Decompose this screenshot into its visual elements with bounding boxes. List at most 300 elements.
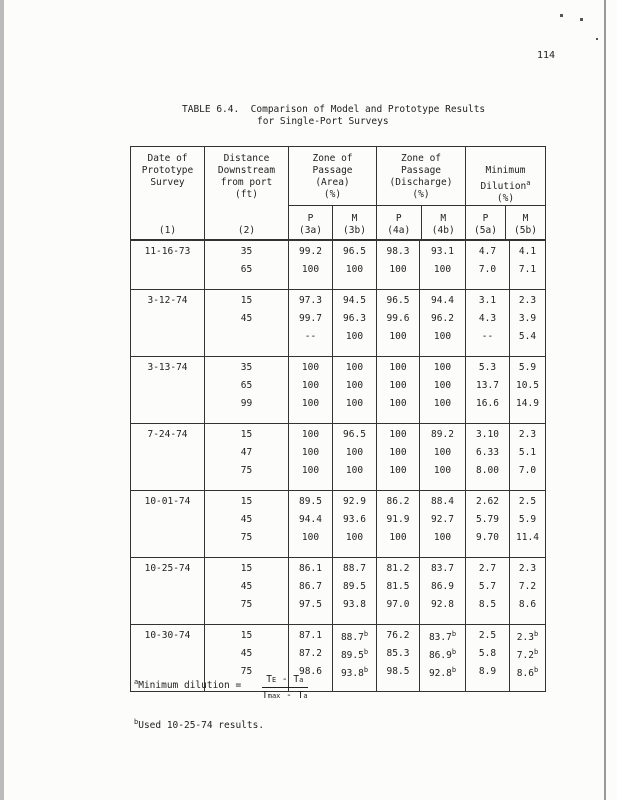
cell-b4 bbox=[420, 558, 466, 583]
cell-a5 bbox=[466, 625, 510, 650]
cell-distance: 75 bbox=[205, 533, 289, 558]
cell-b5 bbox=[510, 448, 546, 466]
cell-value: 7.0 bbox=[518, 465, 537, 476]
cell-distance: 45 bbox=[205, 314, 289, 332]
cell-value: 5.79 bbox=[476, 514, 499, 525]
footnote-ref: b bbox=[363, 648, 369, 656]
header-zone-area bbox=[289, 147, 377, 241]
cell-value: 100 bbox=[433, 331, 452, 342]
cell-value: 7.0 bbox=[478, 264, 497, 275]
cell-b3 bbox=[333, 332, 377, 357]
cell-value: 100 bbox=[389, 532, 407, 543]
cell-value: 14.9 bbox=[516, 398, 539, 409]
cell-b3 bbox=[333, 533, 377, 558]
cell-value: 89.5 bbox=[299, 496, 322, 507]
table-row bbox=[131, 290, 546, 315]
cell-distance: 99 bbox=[205, 399, 289, 424]
header-distance bbox=[205, 147, 289, 241]
cell-value: 81.2 bbox=[386, 563, 410, 574]
cell-b3 bbox=[333, 667, 377, 692]
cell-a4 bbox=[377, 240, 420, 265]
cell-b3 bbox=[333, 240, 377, 265]
cell-b5 bbox=[510, 533, 546, 558]
cell-a5 bbox=[466, 533, 510, 558]
cell-a5 bbox=[466, 515, 510, 533]
cell-value: 100 bbox=[389, 429, 407, 440]
cell-value: 89.5 bbox=[340, 650, 364, 662]
cell-date: 10-25-74 bbox=[131, 558, 205, 583]
scan-speck bbox=[596, 38, 598, 40]
cell-value: 94.4 bbox=[299, 514, 322, 525]
cell-date: 3-13-74 bbox=[131, 357, 205, 382]
scan-speck bbox=[580, 18, 583, 21]
cell-b5 bbox=[510, 381, 546, 399]
cell-date bbox=[131, 381, 205, 399]
cell-b3 bbox=[333, 424, 377, 449]
cell-distance: 15 bbox=[205, 290, 289, 315]
cell-value: 7.2 bbox=[516, 650, 534, 662]
cell-b3 bbox=[333, 448, 377, 466]
cell-value: 2.7 bbox=[478, 563, 497, 574]
cell-distance: 65 bbox=[205, 265, 289, 290]
cell-a3 bbox=[289, 466, 333, 491]
cell-value: 7.2 bbox=[518, 581, 537, 592]
cell-value: 9.70 bbox=[476, 532, 499, 543]
cell-b5 bbox=[510, 625, 546, 650]
cell-value: 100 bbox=[433, 380, 452, 391]
cell-value: 8.9 bbox=[478, 666, 497, 677]
zone-area-subhead bbox=[289, 205, 376, 240]
cell-b4 bbox=[420, 466, 466, 491]
cell-b5 bbox=[510, 332, 546, 357]
table-row bbox=[131, 491, 546, 516]
cell-b5 bbox=[510, 466, 546, 491]
cell-value: 100 bbox=[389, 264, 407, 275]
table-row bbox=[131, 424, 546, 449]
cell-a4 bbox=[377, 515, 420, 533]
cell-value: 8.5 bbox=[478, 599, 497, 610]
cell-value: 97.0 bbox=[386, 599, 410, 610]
cell-value: 87.1 bbox=[299, 630, 322, 641]
cell-a4 bbox=[377, 381, 420, 399]
cell-value: 98.5 bbox=[386, 666, 410, 677]
cell-value: 92.8 bbox=[428, 668, 452, 680]
cell-b4 bbox=[420, 533, 466, 558]
cell-a3 bbox=[289, 491, 333, 516]
cell-value: 81.5 bbox=[386, 581, 410, 592]
cell-value: 5.4 bbox=[518, 331, 537, 342]
cell-date bbox=[131, 332, 205, 357]
cell-value: 96.5 bbox=[343, 246, 366, 257]
cell-distance: 75 bbox=[205, 466, 289, 491]
table-row bbox=[131, 381, 546, 399]
cell-distance: 45 bbox=[205, 649, 289, 667]
cell-value: 100 bbox=[345, 362, 364, 373]
cell-value: 96.2 bbox=[431, 313, 454, 324]
footnote-ref: b bbox=[451, 666, 457, 674]
cell-value: 98.3 bbox=[386, 246, 410, 257]
cell-a5 bbox=[466, 448, 510, 466]
cell-value: 87.2 bbox=[299, 648, 322, 659]
caption-line2: for Single-Port Surveys bbox=[257, 116, 389, 127]
cell-value: 2.3 bbox=[518, 429, 537, 440]
footnote-ref: b bbox=[451, 630, 457, 638]
footnote-ref: b bbox=[451, 648, 457, 656]
cell-value: 97.3 bbox=[299, 295, 322, 306]
cell-date bbox=[131, 314, 205, 332]
cell-b3 bbox=[333, 491, 377, 516]
cell-a4 bbox=[377, 314, 420, 332]
cell-a4 bbox=[377, 265, 420, 290]
cell-a5 bbox=[466, 649, 510, 667]
cell-a5 bbox=[466, 314, 510, 332]
scan-edge bbox=[604, 0, 606, 800]
cell-b4 bbox=[420, 357, 466, 382]
cell-value: 3.9 bbox=[518, 313, 537, 324]
cell-b5 bbox=[510, 649, 546, 667]
cell-value: 13.7 bbox=[476, 380, 499, 391]
cell-b3 bbox=[333, 265, 377, 290]
zone-discharge-subhead bbox=[377, 205, 465, 240]
cell-b5 bbox=[510, 582, 546, 600]
cell-value: 100 bbox=[433, 532, 452, 543]
cell-b3 bbox=[333, 625, 377, 650]
cell-b4 bbox=[420, 667, 466, 692]
footnote-a: $^a$Minimum dilution = bbox=[134, 678, 242, 692]
cell-b5 bbox=[510, 240, 546, 265]
cell-value: 96.5 bbox=[386, 295, 410, 306]
cell-date bbox=[131, 533, 205, 558]
cell-b4 bbox=[420, 332, 466, 357]
cell-value: 100 bbox=[433, 362, 452, 373]
footnote-ref: b bbox=[533, 630, 539, 638]
cell-a4 bbox=[377, 332, 420, 357]
cell-value: 100 bbox=[345, 331, 364, 342]
cell-b4 bbox=[420, 314, 466, 332]
cell-a3 bbox=[289, 424, 333, 449]
cell-b3 bbox=[333, 600, 377, 625]
cell-value: 8.6 bbox=[516, 668, 534, 680]
cell-a5 bbox=[466, 582, 510, 600]
cell-value: 5.1 bbox=[518, 447, 537, 458]
cell-value: 2.3 bbox=[516, 632, 534, 644]
cell-value: 100 bbox=[301, 465, 320, 476]
cell-distance: 35 bbox=[205, 240, 289, 265]
footnote-ref: b bbox=[533, 666, 539, 674]
subhead-p: P (3a) bbox=[299, 213, 322, 236]
cell-value: 100 bbox=[389, 331, 407, 342]
cell-value: 8.6 bbox=[518, 599, 537, 610]
cell-value: 100 bbox=[345, 532, 364, 543]
cell-b4 bbox=[420, 290, 466, 315]
cell-b5 bbox=[510, 667, 546, 692]
cell-b3 bbox=[333, 290, 377, 315]
dilution-formula bbox=[262, 674, 308, 701]
scan-speck bbox=[560, 14, 563, 17]
cell-value: 7.1 bbox=[518, 264, 537, 275]
cell-b4 bbox=[420, 424, 466, 449]
cell-a4 bbox=[377, 466, 420, 491]
cell-value: 100 bbox=[301, 398, 320, 409]
cell-distance: 15 bbox=[205, 625, 289, 650]
cell-b3 bbox=[333, 515, 377, 533]
cell-a4 bbox=[377, 290, 420, 315]
cell-distance: 15 bbox=[205, 491, 289, 516]
cell-a3 bbox=[289, 448, 333, 466]
cell-a5 bbox=[466, 424, 510, 449]
header-distance-text: Distance Downstream from port (ft) bbox=[217, 153, 276, 200]
cell-value: 93.6 bbox=[343, 514, 366, 525]
cell-value: 92.9 bbox=[343, 496, 366, 507]
subhead-p: P (5a) bbox=[474, 213, 497, 236]
formula-numerator: TE - Ta bbox=[262, 674, 308, 688]
cell-value: 5.8 bbox=[478, 648, 497, 659]
cell-value: -- bbox=[481, 331, 494, 342]
cell-value: 100 bbox=[433, 465, 452, 476]
footnote-ref: b bbox=[533, 648, 539, 656]
cell-b5 bbox=[510, 515, 546, 533]
cell-date: 10-01-74 bbox=[131, 491, 205, 516]
footnote-ref: b bbox=[363, 630, 369, 638]
cell-b5 bbox=[510, 600, 546, 625]
cell-b4 bbox=[420, 491, 466, 516]
cell-value: 100 bbox=[433, 447, 452, 458]
cell-distance: 15 bbox=[205, 558, 289, 583]
table-row bbox=[131, 600, 546, 625]
cell-b5 bbox=[510, 558, 546, 583]
cell-a4 bbox=[377, 399, 420, 424]
cell-value: 5.7 bbox=[478, 581, 497, 592]
formula-denominator: Tmax - Ta bbox=[262, 690, 308, 701]
cell-value: 3.10 bbox=[476, 429, 499, 440]
cell-a3 bbox=[289, 582, 333, 600]
cell-b3 bbox=[333, 381, 377, 399]
cell-value: 100 bbox=[345, 380, 364, 391]
cell-value: 88.7 bbox=[343, 563, 366, 574]
cell-date bbox=[131, 515, 205, 533]
cell-value: 91.9 bbox=[386, 514, 410, 525]
cell-a4 bbox=[377, 582, 420, 600]
cell-value: 86.9 bbox=[431, 581, 454, 592]
cell-value: 100 bbox=[345, 398, 364, 409]
cell-distance: 45 bbox=[205, 515, 289, 533]
results-table bbox=[130, 146, 546, 692]
cell-a4 bbox=[377, 600, 420, 625]
cell-a3 bbox=[289, 265, 333, 290]
cell-b3 bbox=[333, 558, 377, 583]
footnote-ref: b bbox=[363, 666, 369, 674]
cell-a4 bbox=[377, 357, 420, 382]
cell-a5 bbox=[466, 667, 510, 692]
cell-value: 16.6 bbox=[476, 398, 499, 409]
min-dilution-subhead bbox=[466, 205, 545, 240]
cell-value: 89.5 bbox=[343, 581, 366, 592]
cell-a3 bbox=[289, 515, 333, 533]
cell-b4 bbox=[420, 649, 466, 667]
cell-b4 bbox=[420, 399, 466, 424]
cell-distance: 75 bbox=[205, 667, 289, 692]
cell-value: 86.2 bbox=[386, 496, 410, 507]
cell-value: 86.7 bbox=[299, 581, 322, 592]
cell-a5 bbox=[466, 466, 510, 491]
cell-value: 2.3 bbox=[518, 563, 537, 574]
cell-a3 bbox=[289, 600, 333, 625]
cell-value: 8.00 bbox=[476, 465, 499, 476]
cell-a5 bbox=[466, 240, 510, 265]
cell-value: 2.5 bbox=[478, 630, 497, 641]
subhead-m: M (5b) bbox=[505, 206, 545, 240]
cell-distance: 15 bbox=[205, 424, 289, 449]
cell-distance: 47 bbox=[205, 448, 289, 466]
cell-value: 100 bbox=[433, 398, 452, 409]
cell-b5 bbox=[510, 491, 546, 516]
cell-b3 bbox=[333, 582, 377, 600]
cell-value: 94.4 bbox=[431, 295, 454, 306]
cell-value: 6.33 bbox=[476, 447, 499, 458]
cell-a3 bbox=[289, 533, 333, 558]
table-row bbox=[131, 240, 546, 265]
header-zone-area-text: Zone of Passage (Area) (%) bbox=[312, 153, 353, 200]
cell-value: 3.1 bbox=[478, 295, 497, 306]
cell-value: 2.3 bbox=[518, 295, 537, 306]
caption-line1: Comparison of Model and Prototype Results bbox=[250, 104, 486, 115]
cell-value: 97.5 bbox=[299, 599, 322, 610]
page-number: 114 bbox=[537, 50, 556, 61]
cell-distance bbox=[205, 332, 289, 357]
cell-b5 bbox=[510, 265, 546, 290]
header-date bbox=[131, 147, 205, 241]
cell-b5 bbox=[510, 314, 546, 332]
cell-b4 bbox=[420, 600, 466, 625]
cell-a3 bbox=[289, 399, 333, 424]
cell-distance: 45 bbox=[205, 582, 289, 600]
cell-date bbox=[131, 649, 205, 667]
cell-value: 5.3 bbox=[478, 362, 497, 373]
col-num-1: (1) bbox=[158, 224, 177, 236]
cell-b3 bbox=[333, 649, 377, 667]
cell-b3 bbox=[333, 314, 377, 332]
cell-a5 bbox=[466, 558, 510, 583]
cell-value: 83.7 bbox=[428, 632, 452, 644]
table-row bbox=[131, 625, 546, 650]
cell-value: 88.7 bbox=[340, 632, 364, 644]
table-row bbox=[131, 399, 546, 424]
cell-a3 bbox=[289, 625, 333, 650]
table-row bbox=[131, 448, 546, 466]
cell-a4 bbox=[377, 533, 420, 558]
cell-value: 99.7 bbox=[299, 313, 322, 324]
cell-b5 bbox=[510, 399, 546, 424]
cell-a5 bbox=[466, 290, 510, 315]
cell-a5 bbox=[466, 265, 510, 290]
cell-value: 10.5 bbox=[516, 380, 539, 391]
table-row bbox=[131, 649, 546, 667]
cell-b4 bbox=[420, 582, 466, 600]
cell-a4 bbox=[377, 424, 420, 449]
cell-value: 100 bbox=[345, 264, 364, 275]
header-min-dilution bbox=[466, 147, 546, 241]
table-row bbox=[131, 515, 546, 533]
cell-value: 2.5 bbox=[518, 496, 537, 507]
cell-date bbox=[131, 600, 205, 625]
header-date-text: Date of Prototype Survey bbox=[141, 153, 194, 188]
cell-value: 2.62 bbox=[476, 496, 499, 507]
cell-b4 bbox=[420, 448, 466, 466]
cell-date: 7-24-74 bbox=[131, 424, 205, 449]
cell-value: 89.2 bbox=[431, 429, 454, 440]
cell-b5 bbox=[510, 424, 546, 449]
cell-value: 76.2 bbox=[386, 630, 410, 641]
cell-value: 100 bbox=[345, 465, 364, 476]
cell-a4 bbox=[377, 667, 420, 692]
cell-date bbox=[131, 399, 205, 424]
cell-value: 100 bbox=[345, 447, 364, 458]
cell-value: 5.9 bbox=[518, 514, 537, 525]
subhead-p: P (4a) bbox=[387, 213, 411, 236]
cell-b3 bbox=[333, 466, 377, 491]
cell-date: 3-12-74 bbox=[131, 290, 205, 315]
cell-a5 bbox=[466, 491, 510, 516]
cell-distance: 65 bbox=[205, 381, 289, 399]
cell-distance: 35 bbox=[205, 357, 289, 382]
cell-value: 100 bbox=[301, 532, 320, 543]
cell-value: 92.7 bbox=[431, 514, 454, 525]
cell-a3 bbox=[289, 314, 333, 332]
subhead-m: M (3b) bbox=[332, 206, 376, 240]
cell-date: 10-30-74 bbox=[131, 625, 205, 650]
table-caption bbox=[182, 104, 485, 128]
cell-a4 bbox=[377, 558, 420, 583]
cell-a5 bbox=[466, 399, 510, 424]
footnote-b: $^b$Used 10-25-74 results. bbox=[134, 718, 265, 732]
cell-value: 100 bbox=[389, 380, 407, 391]
cell-value: 100 bbox=[301, 362, 320, 373]
cell-date bbox=[131, 466, 205, 491]
cell-value: 100 bbox=[389, 362, 407, 373]
cell-b3 bbox=[333, 357, 377, 382]
cell-value: 86.1 bbox=[299, 563, 322, 574]
cell-a4 bbox=[377, 625, 420, 650]
cell-b4 bbox=[420, 265, 466, 290]
table-row bbox=[131, 357, 546, 382]
cell-value: 4.7 bbox=[478, 246, 497, 257]
subhead-m: M (4b) bbox=[421, 206, 466, 240]
cell-date bbox=[131, 448, 205, 466]
cell-a3 bbox=[289, 558, 333, 583]
table-row bbox=[131, 533, 546, 558]
col-num-2: (2) bbox=[237, 224, 256, 236]
cell-a3 bbox=[289, 240, 333, 265]
cell-value: 100 bbox=[389, 447, 407, 458]
cell-a3 bbox=[289, 290, 333, 315]
table-row bbox=[131, 466, 546, 491]
cell-value: -- bbox=[304, 331, 317, 342]
cell-value: 92.8 bbox=[431, 599, 454, 610]
cell-value: 99.2 bbox=[299, 246, 322, 257]
cell-distance: 75 bbox=[205, 600, 289, 625]
cell-value: 96.5 bbox=[343, 429, 366, 440]
cell-a4 bbox=[377, 448, 420, 466]
cell-date bbox=[131, 265, 205, 290]
table-row bbox=[131, 558, 546, 583]
header-min-dilution-text: Minimum Dilution$^a$ (%) bbox=[480, 165, 531, 205]
cell-value: 93.8 bbox=[340, 668, 364, 680]
cell-a4 bbox=[377, 649, 420, 667]
cell-value: 11.4 bbox=[516, 532, 539, 543]
header-zone-discharge-text: Zone of Passage (Discharge) (%) bbox=[389, 153, 453, 200]
cell-date: 11-16-73 bbox=[131, 240, 205, 265]
cell-value: 85.3 bbox=[386, 648, 410, 659]
